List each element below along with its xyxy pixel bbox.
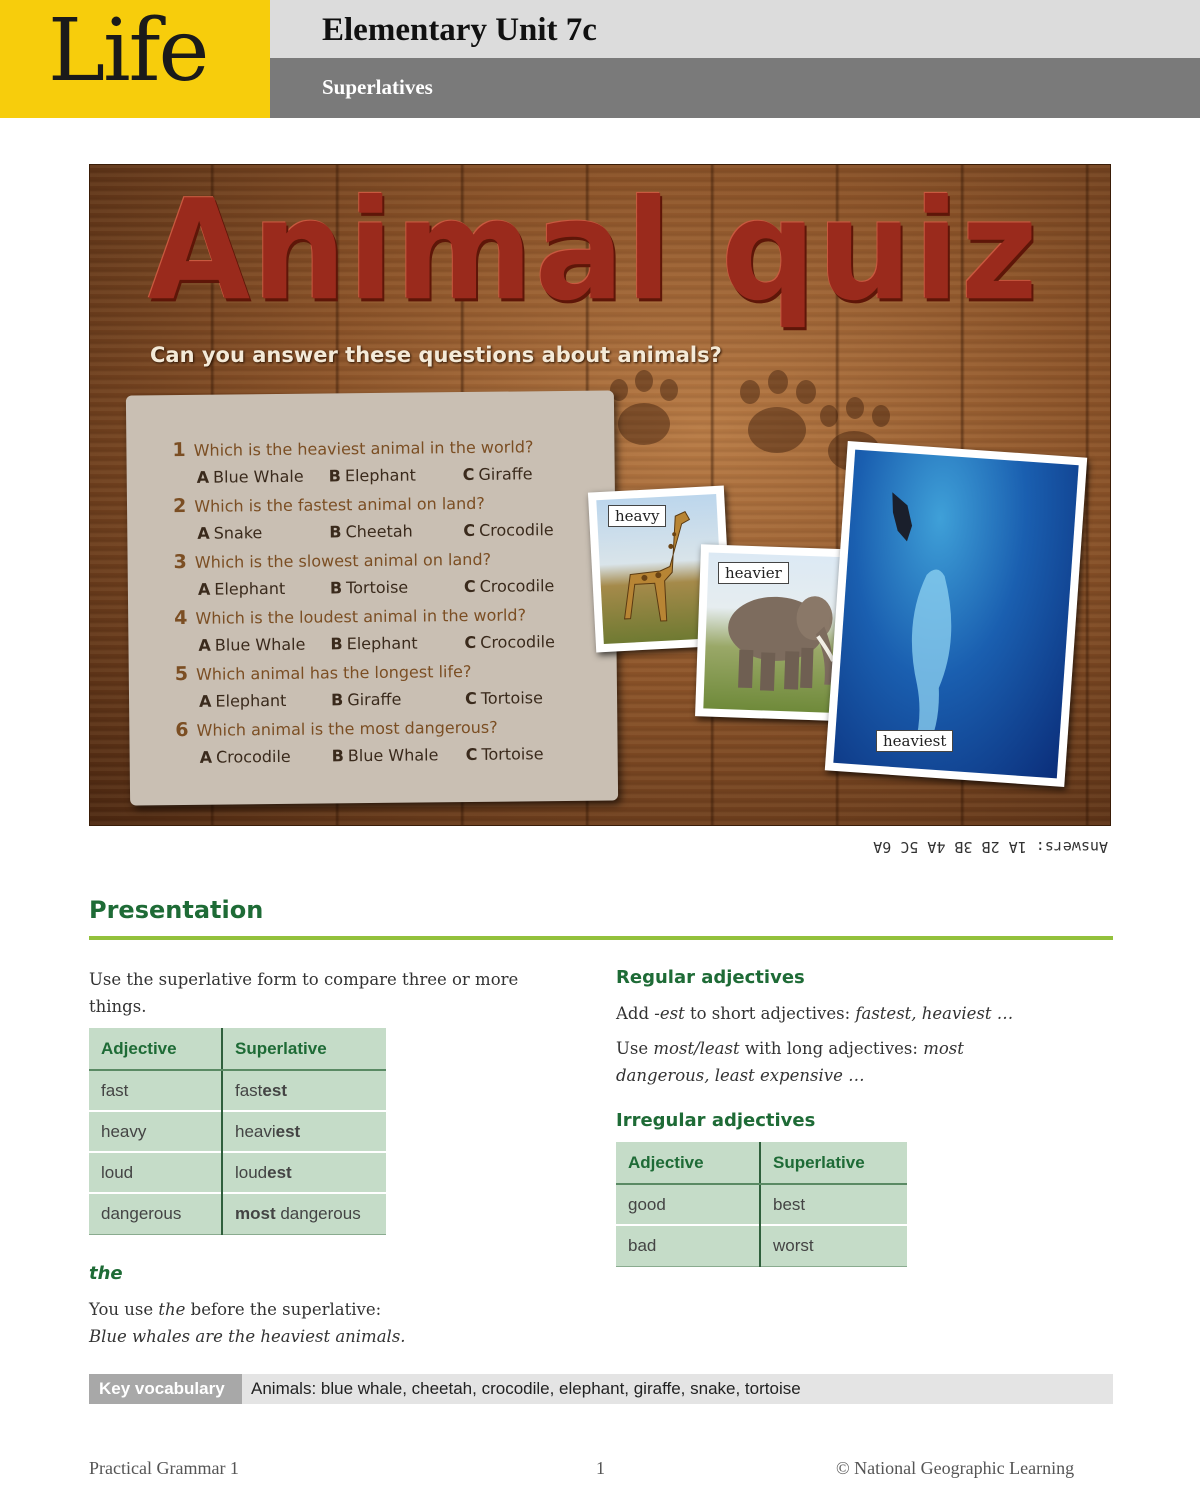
whale-icon [833,450,1078,779]
question: 1 Which is the heaviest animal in the world? [172,437,534,462]
table-cell: loudest [222,1152,386,1193]
question: 5 Which animal has the longest life? [174,661,472,686]
regular-rule-1: Add -est to short adjectives: fastest, heaviest … [616,1004,1014,1023]
photo-label: heavier [718,562,789,584]
table-header: Superlative [760,1142,907,1184]
section-heading: Presentation [89,896,264,924]
irregular-table [616,1142,907,1267]
table-cell: good [616,1184,760,1225]
question: 3 Which is the slowest animal on land? [173,549,492,574]
regular-heading: Regular adjectives [616,967,805,988]
table-cell: dangerous [89,1193,222,1234]
page-number: 1 [596,1458,605,1478]
page-title: Elementary Unit 7c [322,12,597,48]
animal-quiz-poster [89,164,1111,826]
upside-down-answers: Answers: 1A 2B 3B 4A 5C 6A [873,838,1108,856]
logo: Life [48,1,208,101]
quiz-card: 1 Which is the heaviest animal in the world? A Blue Whale B Elephant C Giraffe 2 Which is the fastest animal on land? A Snake B Cheetah C Crocodile 3 Which is the slowest animal on land? A Elephant B Tortoise C Crocodile 4 Which is the loudest animal in the world? A Blue Whale B Elephant C Crocodile 5 Which animal has the longest life? A Elephant B Giraffe C Tortoise 6 Which animal is the most dangerous? A Crocodile B Blue Whale C Tortoise [126,390,618,805]
photo-label: heavy [608,505,666,527]
table-cell: loud [89,1152,222,1193]
poster-subtitle: Can you answer these questions about animals? [150,343,722,367]
footer-left: Practical Grammar 1 [89,1458,239,1478]
table-row [89,1152,386,1193]
question: 4 Which is the loudest animal in the world? [174,605,527,630]
whale-photo [825,441,1087,787]
key-vocabulary-text: Animals: blue whale, cheetah, crocodile, elephant, giraffe, snake, tortoise [251,1379,801,1398]
table-row [616,1225,907,1266]
table-cell: worst [760,1225,907,1266]
photo-label: heaviest [876,730,953,752]
key-vocabulary-bar [89,1374,1113,1404]
the-example: Blue whales are the heaviest animals. [89,1327,406,1346]
table-header: Superlative [222,1028,386,1070]
table-cell: fast [89,1070,222,1111]
key-vocabulary-label: Key vocabulary [89,1374,242,1404]
table-header: Adjective [89,1028,222,1070]
table-cell: heavy [89,1111,222,1152]
superlative-table [89,1028,386,1235]
section-divider [89,936,1113,940]
table-header: Adjective [616,1142,760,1184]
irregular-heading: Irregular adjectives [616,1110,816,1131]
regular-rule-2: Use most/least with long adjectives: most dangerous, least expensive … [616,1039,964,1085]
table-row [89,1111,386,1152]
subtitle-bar [270,58,1200,118]
table-row [89,1193,386,1234]
title-bar [270,0,1200,58]
table-cell: fastest [222,1070,386,1111]
question: 6 Which animal is the most dangerous? [175,717,498,742]
table-cell: heaviest [222,1111,386,1152]
table-row [89,1070,386,1111]
table-cell: bad [616,1225,760,1266]
intro-text: Use the superlative form to compare three or more things. [89,970,519,1016]
footer-right: © National Geographic Learning [836,1458,1075,1478]
the-explanation: You use the before the superlative: Blue whales are the heaviest animals. [89,1300,406,1346]
table-cell: best [760,1184,907,1225]
the-heading: the [89,1263,123,1284]
question: 2 Which is the fastest animal on land? [172,493,485,518]
table-row [616,1184,907,1225]
poster-title: Animal quiz [148,170,1040,332]
table-cell: most dangerous [222,1193,386,1234]
page-subtitle: Superlatives [322,75,433,99]
logo-box [0,0,270,118]
